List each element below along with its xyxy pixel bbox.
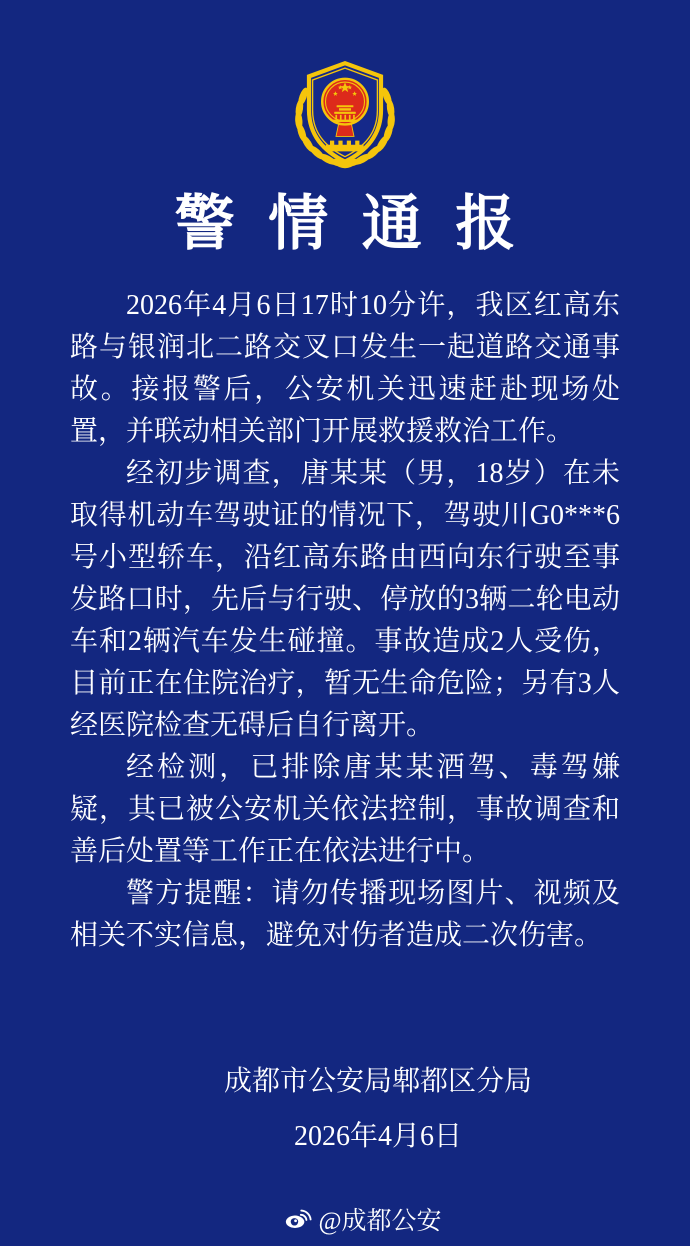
paragraph-incident: 2026年4月6日17时10分许，我区红高东路与银润北二路交叉口发生一起道路交通事故。接报警后，公安机关迅速赶赴现场处置，并联动相关部门开展救援救治工作。 [70, 290, 620, 447]
police-badge-icon [285, 56, 405, 170]
notice-body [70, 285, 620, 957]
weibo-icon [284, 1206, 312, 1232]
notice-title: 警情通报 [174, 191, 549, 257]
signature-block [33, 1059, 690, 1154]
paragraph-investigation: 经初步调查，唐某某（男，18岁）在未取得机动车驾驶证的情况下，驾驶川G0***6号小型轿车，沿红高东路由西向东行驶至事发路口时，先后与行驶、停放的3辆二轮电动车和2辆汽车发生碰撞。事故造成2人受伤，目前正在住院治疗，暂无生命危险；另有3人经医院检查无碍后自行离开。 [70, 458, 620, 741]
paragraph-detention: 经检测，已排除唐某某酒驾、毒驾嫌疑，其已被公安机关依法控制，事故调查和善后处置等工作正在依法进行中。 [70, 752, 620, 867]
paragraph-police-reminder: 警方提醒：请勿传播现场图片、视频及相关不实信息，避免对伤者造成二次伤害。 [70, 878, 620, 951]
weibo-handle: @成都公安 [318, 1208, 442, 1235]
issue-date: 2026年4月6日 [293, 1121, 462, 1152]
weibo-watermark [18, 1201, 690, 1237]
issuing-authority: 成都市公安局郫都区分局 [223, 1066, 532, 1097]
